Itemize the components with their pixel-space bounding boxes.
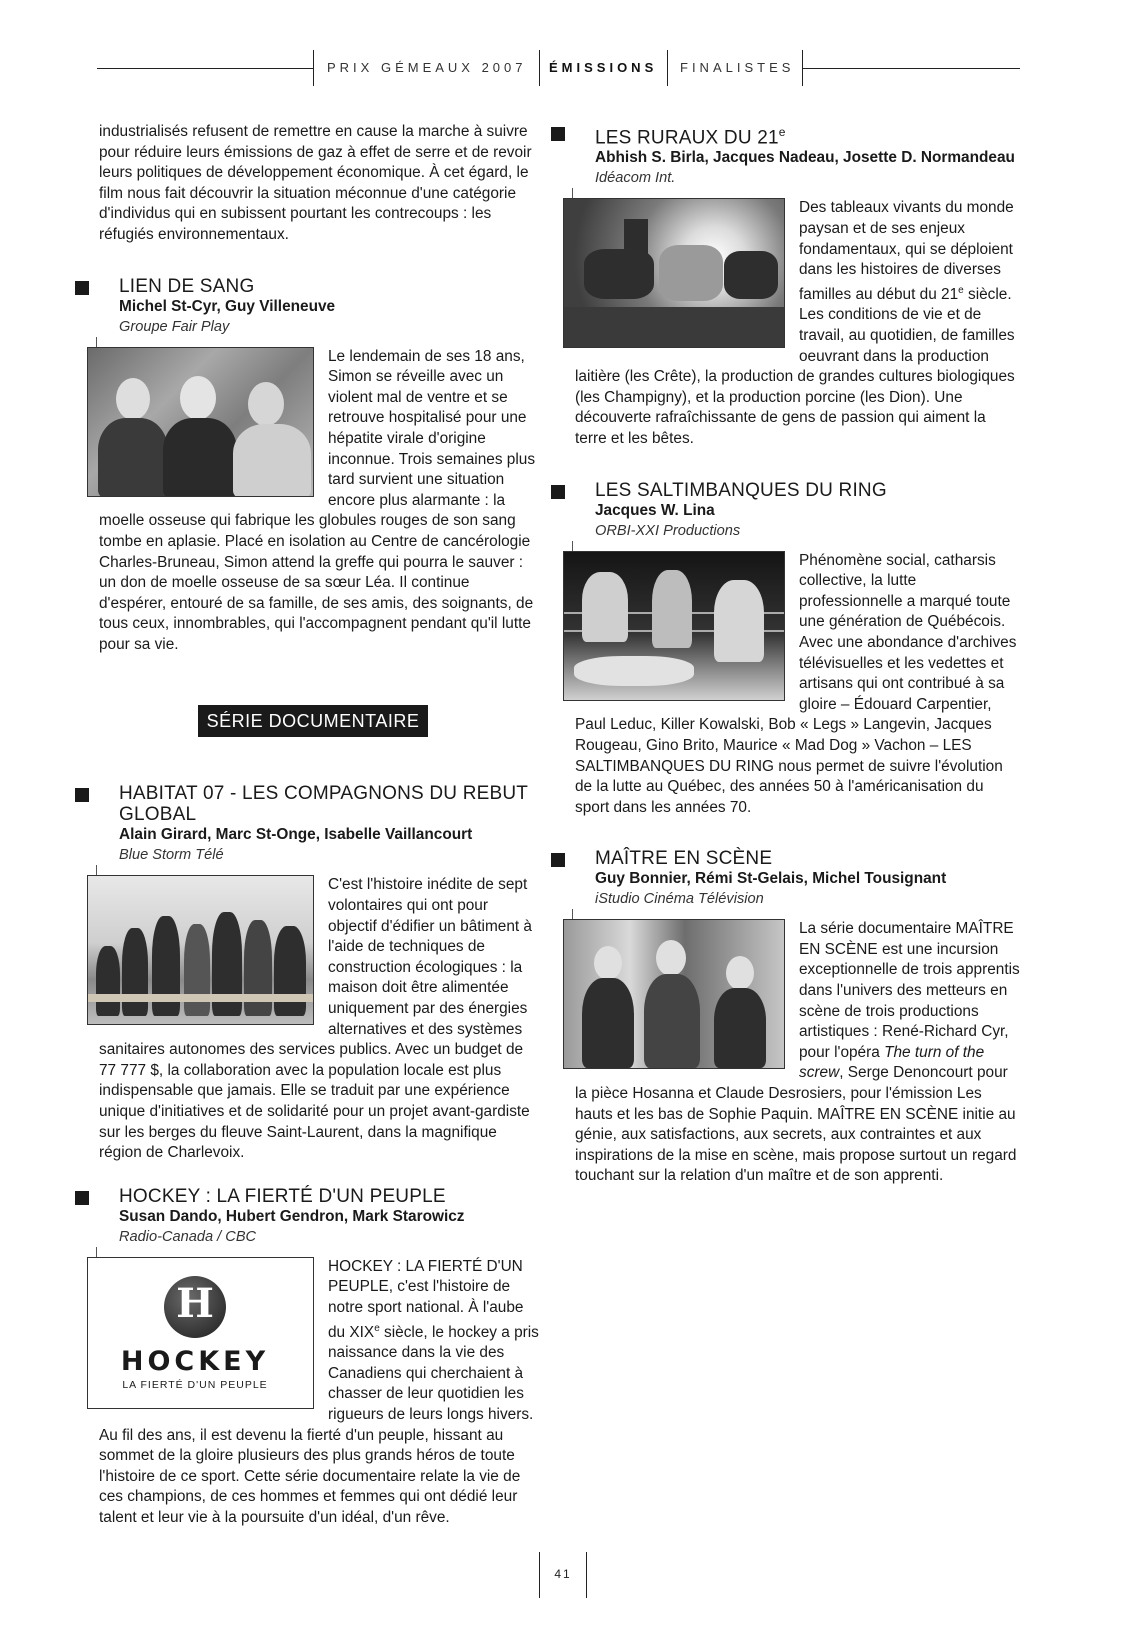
entry-credits: Susan Dando, Hubert Gendron, Mark Starowicz [119, 1207, 465, 1225]
entry-description: La série documentaire MAÎTRE EN SCÈNE est une incursion exceptionnelle de trois apprentis dans l'univers des metteurs en scène de trois productions artistiques : René-Richard Cyr, pour l'opéra The turn of the screw, Serge Denoncourt pour la pièce Hosanna et Claude Desrosiers, pour l'émission Les hauts et les bas de Sophie Paquin. MAÎTRE EN SCÈNE initie au génie, aux satisfactions, aux secrets, aux contraintes et aux inspirations de la mise en scène, mais propose surtout un regard touchant sur la relation d'un maître et de son apprenti. [575, 920, 1020, 1185]
header-right-label: FINALISTES [680, 60, 795, 75]
hockey-logo-word: HOCKEY [120, 1345, 270, 1377]
entry-description: HOCKEY : LA FIERTÉ D'UN PEUPLE, c'est l'histoire de notre sport national. À l'aube du XIXe siècle, le hockey a pris naissance dans la vie des Canadiens qui cherchaient à chasser de leur quotidien les rigueurs de leurs longs hivers. Au fil des ans, il est devenu la fierté d'un peuple, hissant au sommet de la gloire plusieurs des plus grands héros de toute l'histoire de ce sport. Cette série documentaire relate la vie de ces champions, de ces hommes et femmes qui ont dédié leur talent et leur vie à la poursuite d'un idéal, d'un rêve. [99, 1257, 539, 1527]
entry-title: HABITAT 07 - LES COMPAGNONS DU REBUT GLOBAL [119, 783, 528, 826]
entry-hockey [99, 1186, 540, 1529]
header-tick [539, 50, 540, 86]
bullet-square [75, 788, 89, 802]
entry-body [575, 551, 1021, 819]
photo-habitat-07 [87, 875, 314, 1025]
entry-title: HOCKEY : LA FIERTÉ D'UN PEUPLE [119, 1185, 446, 1207]
hockey-logo-letter: H [176, 1279, 214, 1327]
bullet-square [75, 1191, 89, 1205]
entry-title: LES RURAUX DU 21e [595, 125, 786, 149]
page-number: 41 [554, 1567, 572, 1581]
entry-body [99, 347, 540, 656]
header-tick [667, 50, 668, 86]
entry-credits: Guy Bonnier, Rémi St-Gelais, Michel Tousignant [595, 870, 947, 888]
footer-tick [586, 1552, 587, 1598]
entry-description: Le lendemain de ses 18 ans, Simon se réveille avec un violent mal de ventre et se retrouve hospitalisé pour une hépatite virale d'origine inconnue. Trois semaines plus tard survient une situation encore plus alarmante : la moelle osseuse qui fabrique les globules rouges de son sang tombe en aplasie. Placé en isolation au Centre de cancérologie Charles-Bruneau, Simon attend la greffe qui pourra le sauver : un don de moelle osseuse de sa sœur Léa. Il continue d'espérer, entouré de sa famille, de ses amis, des soignants, de tous ceux, innombrables, qui l'accompagnent pendant qu'il lutte pour sa vie. [99, 347, 536, 653]
entry-description: Des tableaux vivants du monde paysan et de ses enjeux fondamentaux, qui se déploient dans les histoires de diverses familles au début du 21e siècle. Les conditions de vie et de travail, au quotidien, de familles oeuvrant dans la production laitière (les Crête), la production de grandes cultures biologiques (les Champigny), et la production porcine (les Dion). Une découverte rafraîchissante de gens de passion qui aiment la terre et les bêtes. [575, 199, 1015, 447]
header-rule-left [97, 68, 313, 69]
entry-title: LIEN DE SANG [119, 275, 255, 297]
right-column [575, 122, 1021, 1187]
entry-maitre-en-scene [575, 848, 1021, 1187]
entry-credits: Jacques W. Lina [595, 501, 715, 519]
header-left-label: PRIX GÉMEAUX 2007 [327, 60, 527, 75]
entry-credits: Abhish S. Birla, Jacques Nadeau, Josette D. Normandeau [595, 149, 1015, 167]
hockey-logo-tagline: LA FIERTÉ D'UN PEUPLE [122, 1378, 268, 1391]
entry-producer: Radio-Canada / CBC [119, 1228, 257, 1245]
entry-title: LES SALTIMBANQUES DU RING [595, 479, 887, 501]
bullet-square [551, 127, 565, 141]
entry-lien-de-sang [99, 276, 540, 656]
entry-producer: Idéacom Int. [595, 170, 676, 187]
photo-lien-de-sang [87, 347, 314, 497]
entry-habitat-07 [99, 783, 540, 1163]
photo-les-ruraux [563, 198, 785, 348]
bullet-square [75, 281, 89, 295]
entry-description: C'est l'histoire inédite de sept volontaires qui ont pour objectif d'édifier un bâtiment à l'aide de techniques de construction écologiques : la maison doit être alimentée uniquement par des énergies alternatives et des systèmes sanitaires autonomes des services publics. Avec un budget de 77 777 $, la collaboration avec la population locale est plus indispensable que jamais. Elle se traduit par une expérience unique d'initiatives et de solidarité pour un projet avant-gardiste sur les berges du fleuve Saint-Laurent, dans la magnifique région de Charlevoix. [99, 876, 532, 1162]
entry-body [99, 1257, 540, 1529]
header-rule-right [802, 68, 1020, 69]
entry-producer: Groupe Fair Play [119, 318, 230, 335]
header-tick [313, 50, 314, 86]
photo-les-saltimbanques [563, 551, 785, 701]
entry-producer: iStudio Cinéma Télévision [595, 891, 764, 908]
entry-body [575, 919, 1021, 1187]
section-label-serie-documentaire: SÉRIE DOCUMENTAIRE [198, 705, 428, 737]
entry-les-ruraux [575, 122, 1021, 450]
entry-body [575, 198, 1021, 449]
entry-description: Phénomène social, catharsis collective, la lutte professionnelle a marqué toute une génération de Québécois. Avec une abondance d'archives télévisuelles et les vedettes et artisans qui ont contribué à sa gloire – Édouard Carpentier, Paul Leduc, Killer Kowalski, Bob « Legs » Langevin, Jacques Rougeau, Gino Brito, Maurice « Mad Dog » Vachon – LES SALTIMBANQUES DU RING nous permet de suivre l'évolution de la lutte au Québec, des années 50 à l'américanisation du sport dans les années 70. [575, 551, 1017, 816]
bullet-square [551, 853, 565, 867]
intro-paragraph: industrialisés refusent de remettre en cause la marche à suivre pour réduire leurs émissions de gaz à effet de serre et de revoir leurs politiques de développement économique. À cet égard, le film nous fait découvrir la situation méconnue d'une catégorie d'individus qui en subissent pourtant les contrecoups : les réfugiés environnementaux. [99, 123, 532, 243]
entry-body [99, 875, 540, 1163]
entry-les-saltimbanques [575, 480, 1021, 819]
left-column [99, 122, 540, 1529]
entry-credits: Alain Girard, Marc St-Onge, Isabelle Vaillancourt [119, 826, 473, 844]
hockey-logo [87, 1257, 314, 1409]
entry-title: MAÎTRE EN SCÈNE [595, 848, 773, 870]
header-center-label: ÉMISSIONS [549, 60, 658, 75]
entry-producer: Blue Storm Télé [119, 847, 224, 864]
entry-credits: Michel St-Cyr, Guy Villeneuve [119, 297, 336, 315]
bullet-square [551, 485, 565, 499]
photo-maitre-en-scene [563, 919, 785, 1069]
entry-producer: ORBI-XXI Productions [595, 522, 741, 539]
